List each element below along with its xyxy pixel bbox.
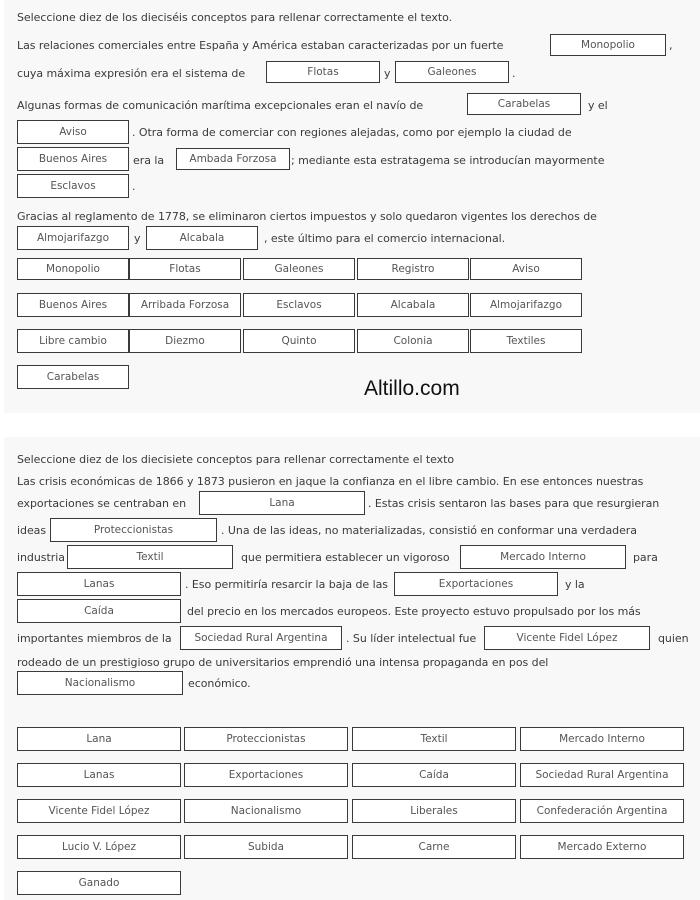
ex2-text: importantes miembros de la xyxy=(17,632,172,645)
ex1-blank-2[interactable]: Flotas xyxy=(266,61,380,83)
ex1-text: y xyxy=(134,232,141,245)
ex2-text: quien xyxy=(658,632,689,645)
ex1-option[interactable]: Alcabala xyxy=(357,293,469,317)
ex1-blank-1[interactable]: Monopolio xyxy=(550,34,666,56)
ex2-text: . Su líder intelectual fue xyxy=(346,632,477,645)
ex1-text: . xyxy=(512,67,516,80)
ex2-option[interactable]: Mercado Interno xyxy=(520,727,684,751)
ex1-blank-5[interactable]: Aviso xyxy=(17,120,129,144)
ex1-option[interactable]: Galeones xyxy=(243,258,355,280)
ex1-option[interactable]: Flotas xyxy=(129,258,241,280)
ex2-blank-5[interactable]: Lanas xyxy=(17,572,181,596)
ex2-instruction: Seleccione diez de los diecisiete conceptos para rellenar correctamente el texto xyxy=(17,453,455,466)
ex1-option[interactable]: Registro xyxy=(357,258,469,280)
ex2-text: exportaciones se centraban en xyxy=(17,497,187,510)
ex2-option[interactable]: Lucio V. López xyxy=(17,835,181,859)
ex2-text: para xyxy=(633,551,658,564)
ex2-option[interactable]: Lana xyxy=(17,727,181,751)
ex2-blank-10[interactable]: Nacionalismo xyxy=(17,671,183,695)
ex2-option[interactable]: Ganado xyxy=(17,871,181,895)
ex1-blank-7[interactable]: Ambada Forzosa xyxy=(176,148,290,170)
ex1-blank-9[interactable]: Almojarifazgo xyxy=(17,226,129,250)
ex1-text: Algunas formas de comunicación marítima excepcionales eran el navío de xyxy=(17,99,424,112)
ex2-text: Las crisis económicas de 1866 y 1873 pusieron en jaque la confianza en el libre cambio. En ese entonces nuestras xyxy=(17,475,644,488)
ex2-option[interactable]: Textil xyxy=(352,727,516,751)
ex2-option[interactable]: Lanas xyxy=(17,763,181,787)
ex1-text: Las relaciones comerciales entre España y América estaban caracterizadas por un fuerte xyxy=(17,39,504,52)
ex1-option[interactable]: Libre cambio xyxy=(17,329,129,353)
ex1-option[interactable]: Diezmo xyxy=(129,329,241,353)
ex1-text: y xyxy=(384,67,391,80)
ex2-blank-4[interactable]: Mercado Interno xyxy=(460,545,626,569)
ex1-option[interactable]: Almojarifazgo xyxy=(470,293,582,317)
ex1-option[interactable]: Textiles xyxy=(470,329,582,353)
ex1-option[interactable]: Buenos Aires xyxy=(17,293,129,317)
ex2-text: del precio en los mercados europeos. Este proyecto estuvo propulsado por los más xyxy=(187,605,641,618)
ex1-blank-6[interactable]: Buenos Aires xyxy=(17,147,129,171)
ex1-option[interactable]: Monopolio xyxy=(17,258,129,280)
ex2-option[interactable]: Mercado Externo xyxy=(520,835,684,859)
ex1-option[interactable]: Quinto xyxy=(243,329,355,353)
ex2-text: . Una de las ideas, no materializadas, consistió en conformar una verdadera xyxy=(221,524,637,537)
ex1-text: ; mediante esta estratagema se introducían mayormente xyxy=(291,154,605,167)
ex2-option[interactable]: Subida xyxy=(184,835,348,859)
ex2-text: . Eso permitiría resarcir la baja de las xyxy=(185,578,388,591)
ex2-option[interactable]: Carne xyxy=(352,835,516,859)
ex2-option[interactable]: Exportaciones xyxy=(184,763,348,787)
ex2-option[interactable]: Proteccionistas xyxy=(184,727,348,751)
ex1-blank-8[interactable]: Esclavos xyxy=(17,174,129,198)
ex1-text: , este último para el comercio internacional. xyxy=(264,232,506,245)
ex1-text: . Otra forma de comerciar con regiones alejadas, como por ejemplo la ciudad de xyxy=(132,126,572,139)
ex1-option[interactable]: Arribada Forzosa xyxy=(129,293,241,317)
ex2-option[interactable]: Liberales xyxy=(352,799,516,823)
ex1-option[interactable]: Colonia xyxy=(357,329,469,353)
ex2-blank-3[interactable]: Textil xyxy=(67,545,233,569)
ex1-text: , xyxy=(669,39,673,52)
ex1-text: Gracias al reglamento de 1778, se eliminaron ciertos impuestos y solo quedaron vigentes los derechos de xyxy=(17,210,597,223)
ex2-option[interactable]: Nacionalismo xyxy=(184,799,348,823)
ex1-option[interactable]: Aviso xyxy=(470,258,582,280)
ex2-text: que permitiera establecer un vigoroso xyxy=(241,551,450,564)
ex2-text: ideas xyxy=(17,524,47,537)
ex2-text: y la xyxy=(565,578,585,591)
ex2-option[interactable]: Sociedad Rural Argentina xyxy=(520,763,684,787)
ex2-option[interactable]: Vicente Fidel López xyxy=(17,799,181,823)
ex1-blank-10[interactable]: Alcabala xyxy=(146,226,258,250)
ex2-text: . Estas crisis sentaron las bases para que resurgieran xyxy=(368,497,660,510)
ex2-blank-2[interactable]: Proteccionistas xyxy=(50,518,217,542)
ex1-text: y el xyxy=(588,99,608,112)
ex1-text: cuya máxima expresión era el sistema de xyxy=(17,67,246,80)
watermark-logo: Altillo.com xyxy=(364,377,460,400)
ex1-option[interactable]: Carabelas xyxy=(17,365,129,389)
ex2-blank-8[interactable]: Sociedad Rural Argentina xyxy=(180,626,342,650)
ex2-blank-9[interactable]: Vicente Fidel López xyxy=(484,626,650,650)
ex2-option[interactable]: Confederación Argentina xyxy=(520,799,684,823)
ex2-text: económico. xyxy=(188,677,251,690)
ex2-option[interactable]: Caída xyxy=(352,763,516,787)
ex2-blank-6[interactable]: Exportaciones xyxy=(394,572,558,596)
ex1-blank-4[interactable]: Carabelas xyxy=(467,93,581,115)
ex2-blank-7[interactable]: Caída xyxy=(17,599,181,623)
ex2-text: industria xyxy=(17,551,65,564)
ex2-text: rodeado de un prestigioso grupo de universitarios emprendió una intensa propaganda en pos del xyxy=(17,656,549,669)
ex1-text: . xyxy=(132,180,136,193)
ex2-blank-1[interactable]: Lana xyxy=(199,491,365,515)
ex1-option[interactable]: Esclavos xyxy=(243,293,355,317)
ex1-text: era la xyxy=(133,154,165,167)
ex1-instruction: Seleccione diez de los dieciséis conceptos para rellenar correctamente el texto. xyxy=(17,11,453,24)
ex1-blank-3[interactable]: Galeones xyxy=(395,61,509,83)
